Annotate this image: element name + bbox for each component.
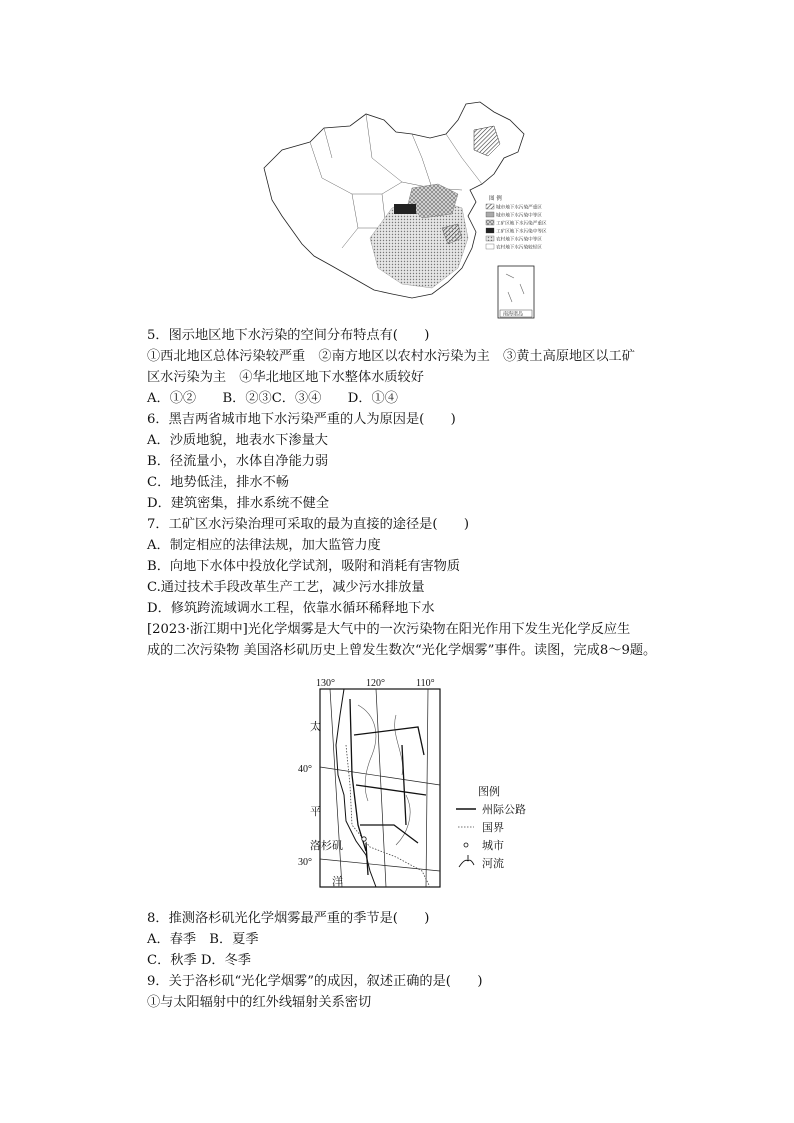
q5-stem: 5．图示地区地下水污染的空间分布特点有( ) — [147, 328, 430, 343]
q8-options-cd: C．秋季 D．冬季 — [147, 953, 251, 968]
china-pollution-map — [262, 98, 547, 320]
legend-highway: 州际公路 — [482, 803, 526, 816]
q7-stem: 7．工矿区水污染治理可采取的最为直接的途径是( ) — [147, 517, 469, 532]
q6-option-b: B．径流量小，水体自净能力弱 — [147, 454, 329, 469]
q7-option-c: C.通过技术手段改革生产工艺，减少污水排放量 — [147, 580, 425, 595]
ocean-label-tai: 太 — [310, 720, 321, 733]
q7-option-d: D．修筑跨流域调水工程，依靠水循环稀释地下水 — [147, 601, 435, 616]
map1-legend-item: 工矿区地下水污染中等区 — [496, 229, 547, 235]
q7-option-b: B．向地下水体中投放化学试剂，吸附和消耗有害物质 — [147, 559, 461, 574]
lat-30-label: 30° — [298, 857, 312, 868]
map1-legend-item: 农村地下水污染中等区 — [496, 237, 542, 243]
ocean-label-ping: 平 — [310, 805, 321, 818]
map1-legend-title: 图 例 — [489, 196, 502, 202]
los-angeles-map — [298, 675, 556, 895]
q7-option-a: A．制定相应的法律法规，加大监管力度 — [147, 538, 381, 553]
legend-city: 城市 — [482, 839, 504, 852]
map1-legend-item: 城市地下水污染严重区 — [496, 205, 542, 211]
inset-label: 南海诸岛 — [503, 311, 524, 318]
intro-line-1: [2023·浙江期中]光化学烟雾是大气中的一次污染物在阳光作用下发生光化学反应生 — [147, 622, 631, 637]
intro-line-2: 成的二次污染物 美国洛杉矶历史上曾发生数次“光化学烟雾”事件。读图，完成8～9题。 — [147, 643, 657, 658]
lon-110-label: 110° — [416, 678, 435, 689]
q8-stem: 8．推测洛杉矶光化学烟雾最严重的季节是( ) — [147, 911, 430, 926]
q6-option-a: A．沙质地貌，地表水下渗量大 — [147, 433, 328, 448]
ocean-label-yang: 洋 — [332, 875, 343, 888]
lon-130-label: 130° — [316, 678, 335, 689]
map1-legend-item: 工矿区地下水污染严重区 — [496, 221, 547, 227]
lon-120-label: 120° — [366, 678, 385, 689]
legend-border: 国界 — [482, 821, 504, 834]
q8-options-ab: A．春季 B．夏季 — [147, 932, 259, 947]
q9-stem: 9．关于洛杉矶“光化学烟雾”的成因，叙述正确的是( ) — [147, 974, 483, 989]
city-label-la: 洛杉矶 — [310, 839, 343, 852]
map2-legend-title: 图例 — [478, 785, 500, 798]
lat-40-label: 40° — [298, 764, 312, 775]
q6-option-c: C．地势低洼，排水不畅 — [147, 475, 289, 490]
q5-options-a: ①西北地区总体污染较严重 ②南方地区以农村水污染为主 ③黄土高原地区以工矿 — [147, 349, 635, 364]
q6-stem: 6．黑吉两省城市地下水污染严重的人为原因是( ) — [147, 412, 456, 427]
map1-legend-item: 农村地下水污染较轻区 — [496, 245, 542, 251]
q5-options-b: 区水污染为主 ④华北地区地下水整体水质较好 — [147, 370, 424, 385]
city-marker — [362, 837, 366, 841]
q6-option-d: D．建筑密集，排水系统不健全 — [147, 496, 330, 511]
map1-legend-item: 城市地下水污染中等区 — [496, 213, 542, 219]
q9-option-1: ①与太阳辐射中的红外线辐射关系密切 — [147, 995, 372, 1010]
legend-river: 河流 — [482, 857, 504, 870]
q5-choices: A．①② B．②③C．③④ D．①④ — [147, 391, 398, 406]
